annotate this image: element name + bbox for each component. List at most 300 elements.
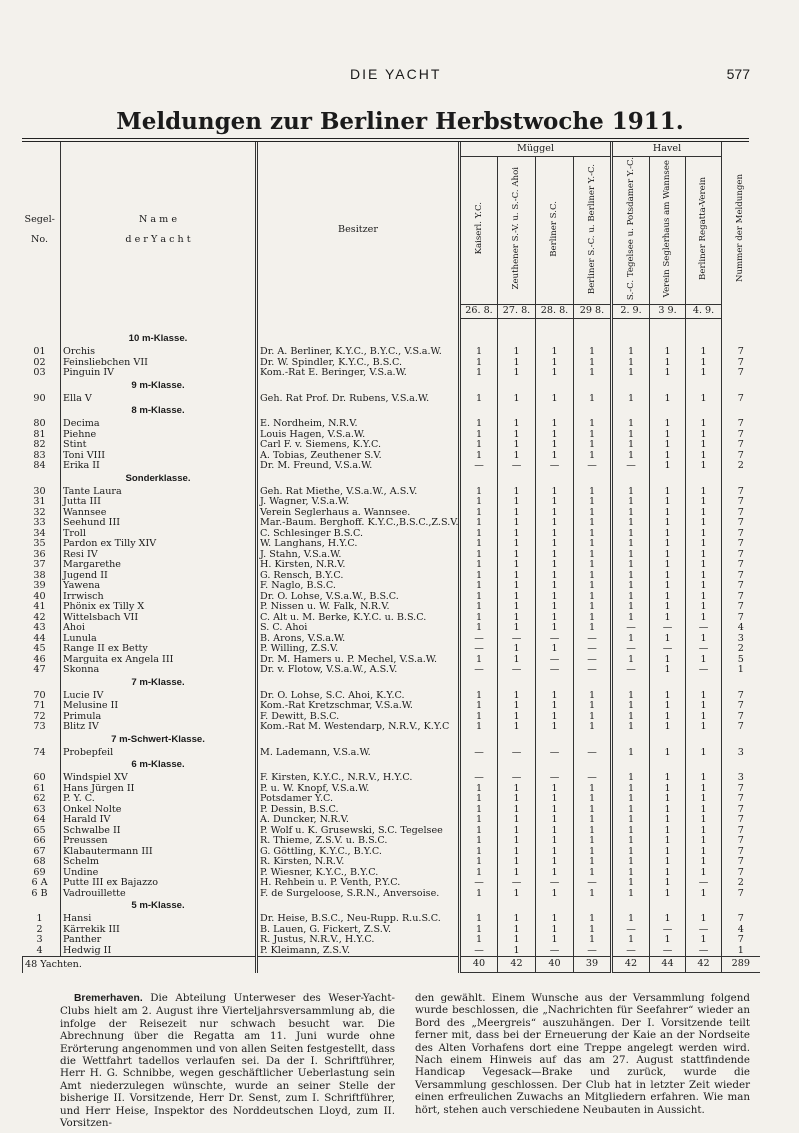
entry-cell: 1 <box>536 368 574 379</box>
entry-cell: 1 <box>536 430 574 441</box>
entry-cell: 1 <box>686 581 722 592</box>
date-header: 27. 8. <box>498 304 536 318</box>
entry-cell: — <box>650 623 686 634</box>
entry-total: 3 <box>722 634 760 645</box>
entry-cell: — <box>460 748 498 759</box>
yacht-name: Jutta III <box>61 497 257 508</box>
entry-cell: 1 <box>536 550 574 561</box>
entry-cell: 1 <box>460 701 498 712</box>
entry-cell: 1 <box>460 935 498 946</box>
entry-cell: 1 <box>612 602 650 613</box>
entry-cell: — <box>536 634 574 645</box>
entry-cell: 1 <box>612 773 650 784</box>
entry-cell: 1 <box>536 347 574 358</box>
owner: P. Kleimann, Z.S.V. <box>257 946 460 957</box>
entry-cell: 1 <box>686 347 722 358</box>
entry-cell: 1 <box>460 655 498 666</box>
yacht-name: Vadrouillette <box>61 889 257 900</box>
table-row <box>23 508 760 519</box>
table-row <box>23 878 760 889</box>
entry-cell: 1 <box>498 613 536 624</box>
entry-cell: 1 <box>536 815 574 826</box>
entry-cell: 1 <box>498 701 536 712</box>
owner: Dr. W. Spindler, K.Y.C., B.S.C. <box>257 358 460 369</box>
entry-cell: 1 <box>686 368 722 379</box>
entry-cell: 1 <box>498 925 536 936</box>
entry-cell: 1 <box>574 571 612 582</box>
entry-cell: 1 <box>574 868 612 879</box>
entry-cell: 1 <box>460 847 498 858</box>
entry-cell: 1 <box>536 836 574 847</box>
club-header <box>612 157 650 305</box>
table-row <box>23 461 760 472</box>
entry-cell: 1 <box>612 394 650 405</box>
owner: G. Göttling, K.Y.C., B.Y.C. <box>257 847 460 858</box>
entry-cell: 1 <box>498 946 536 957</box>
entry-cell: 1 <box>650 691 686 702</box>
table-row <box>23 518 760 529</box>
yacht-name: Troll <box>61 529 257 540</box>
yacht-name: Stint <box>61 440 257 451</box>
owner: E. Nordheim, N.R.V. <box>257 419 460 430</box>
running-title: DIE YACHT <box>350 66 442 82</box>
entry-total: 7 <box>722 581 760 592</box>
yacht-name: Wittelsbach VII <box>61 613 257 624</box>
entry-cell: — <box>574 644 612 655</box>
entry-total: 7 <box>722 430 760 441</box>
entry-cell: 1 <box>574 847 612 858</box>
entry-cell: 1 <box>650 784 686 795</box>
entry-total: 7 <box>722 487 760 498</box>
entry-cell: 1 <box>498 368 536 379</box>
table-row <box>23 592 760 603</box>
class-title: Sonderklasse. <box>61 472 257 487</box>
owner: Geh. Rat Miethe, V.S.a.W., A.S.V. <box>257 487 460 498</box>
entry-cell: 1 <box>498 623 536 634</box>
entry-cell: 1 <box>686 550 722 561</box>
entry-cell: 1 <box>686 497 722 508</box>
club-header <box>460 157 498 305</box>
entry-cell: 1 <box>686 712 722 723</box>
yacht-name: Margarethe <box>61 560 257 571</box>
entry-cell: 1 <box>650 394 686 405</box>
entry-cell: 1 <box>612 836 650 847</box>
entry-total: 3 <box>722 748 760 759</box>
sail-number: 63 <box>33 804 46 815</box>
entry-cell: 1 <box>460 487 498 498</box>
table-row <box>23 665 760 676</box>
entry-cell: 1 <box>460 914 498 925</box>
entry-cell: 1 <box>574 815 612 826</box>
entry-cell: — <box>574 634 612 645</box>
owner: Louis Hagen, V.S.a.W. <box>257 430 460 441</box>
entry-cell: 1 <box>536 508 574 519</box>
table-row <box>23 539 760 550</box>
entry-cell: 1 <box>574 508 612 519</box>
entry-cell: 1 <box>650 560 686 571</box>
yacht-name: Melusine II <box>61 701 257 712</box>
entry-cell: 1 <box>686 451 722 462</box>
table-row <box>23 773 760 784</box>
entry-cell: 1 <box>686 613 722 624</box>
entry-cell: 1 <box>686 784 722 795</box>
entry-total: 7 <box>722 518 760 529</box>
entry-cell: 1 <box>650 773 686 784</box>
entry-cell: 1 <box>460 794 498 805</box>
owner: P. Wolf u. K. Grusewski, S.C. Tegelsee <box>257 826 460 837</box>
entry-cell: 1 <box>574 925 612 936</box>
sail-number: 60 <box>33 773 46 784</box>
entry-cell: 1 <box>686 805 722 816</box>
yacht-name: Probepfeil <box>61 748 257 759</box>
entry-cell: 1 <box>536 644 574 655</box>
entry-cell: 1 <box>650 571 686 582</box>
yacht-name: Windspiel XV <box>61 773 257 784</box>
sail-number: 6 A <box>31 878 48 889</box>
yacht-name: Preussen <box>61 836 257 847</box>
sail-number: 65 <box>33 825 46 836</box>
entry-cell: 1 <box>574 440 612 451</box>
total-value: 289 <box>722 957 760 973</box>
entry-cell: 1 <box>612 794 650 805</box>
sail-number: 40 <box>33 591 46 602</box>
entry-cell: 1 <box>650 347 686 358</box>
yacht-name: Ahoi <box>61 623 257 634</box>
yacht-name: Piehne <box>61 430 257 441</box>
club-label: Zeuthener S.-V. u. S.-C. Ahoi <box>511 167 521 290</box>
entry-cell: 1 <box>686 722 722 733</box>
entry-cell: — <box>574 748 612 759</box>
entry-cell: 1 <box>650 613 686 624</box>
entry-cell: 1 <box>460 925 498 936</box>
table-row <box>23 701 760 712</box>
table-row <box>23 634 760 645</box>
sail-number: 43 <box>33 623 46 634</box>
page-header <box>60 66 760 86</box>
owner: A. Duncker, N.R.V. <box>257 815 460 826</box>
entry-cell: 1 <box>536 419 574 430</box>
entry-cell: 1 <box>574 784 612 795</box>
entry-cell: 1 <box>650 889 686 900</box>
entry-cell: 1 <box>460 497 498 508</box>
col-no-label: No. <box>30 234 49 246</box>
sail-number: 62 <box>33 794 46 805</box>
entry-cell: 1 <box>686 691 722 702</box>
table-row <box>23 946 760 957</box>
entry-cell: 1 <box>574 722 612 733</box>
entry-total: 7 <box>722 815 760 826</box>
entry-cell: 1 <box>612 518 650 529</box>
entry-cell: 1 <box>574 826 612 837</box>
yacht-name: Hans Jürgen II <box>61 784 257 795</box>
table-row <box>23 857 760 868</box>
yacht-name: Klabautermann III <box>61 847 257 858</box>
entry-cell: 1 <box>498 712 536 723</box>
table-row <box>23 748 760 759</box>
sail-number: 2 <box>36 924 43 935</box>
entry-cell: 1 <box>686 773 722 784</box>
entry-cell: 1 <box>460 550 498 561</box>
entry-cell: 1 <box>650 581 686 592</box>
sail-number: 33 <box>33 518 46 529</box>
owner: Dr. O. Lohse, S.C. Ahoi, K.Y.C. <box>257 691 460 702</box>
registrations-table <box>22 142 760 973</box>
entry-cell: 1 <box>498 722 536 733</box>
entry-cell: 1 <box>536 722 574 733</box>
owner: C. Alt u. M. Berke, K.Y.C. u. B.S.C. <box>257 613 460 624</box>
article-column-right <box>415 992 750 1116</box>
entry-total: 7 <box>722 914 760 925</box>
owner: G. Rensch, B.Y.C. <box>257 571 460 582</box>
entry-cell: — <box>536 946 574 957</box>
entry-cell: 1 <box>574 857 612 868</box>
yacht-name: Lunula <box>61 634 257 645</box>
table-row <box>23 826 760 837</box>
entry-cell: 1 <box>612 914 650 925</box>
entry-cell: — <box>574 461 612 472</box>
table-row <box>23 358 760 369</box>
entry-cell: — <box>686 946 722 957</box>
entry-cell: 1 <box>650 815 686 826</box>
entry-cell: 1 <box>460 613 498 624</box>
table-row <box>23 805 760 816</box>
sail-number: 66 <box>33 836 46 847</box>
totals-row <box>23 957 760 973</box>
entry-cell: — <box>686 925 722 936</box>
total-value: 44 <box>650 957 686 973</box>
entry-cell: — <box>612 665 650 676</box>
entry-cell: 1 <box>460 784 498 795</box>
owner: F. de Surgeloose, S.R.N., Anversoise. <box>257 889 460 900</box>
entry-cell: 1 <box>536 794 574 805</box>
entry-cell: 1 <box>574 347 612 358</box>
entry-cell: — <box>460 773 498 784</box>
entry-cell: 1 <box>460 394 498 405</box>
entry-cell: 1 <box>536 889 574 900</box>
yacht-name: Orchis <box>61 347 257 358</box>
entry-total: 1 <box>722 665 760 676</box>
date-header: 28. 8. <box>536 304 574 318</box>
entry-cell: 1 <box>650 497 686 508</box>
owner: P. Nissen u. W. Falk, N.R.V. <box>257 602 460 613</box>
club-header <box>686 157 722 305</box>
sail-number: 82 <box>33 440 46 451</box>
yacht-name: Hansi <box>61 914 257 925</box>
yacht-name: Pinguin IV <box>61 368 257 379</box>
entry-cell: 1 <box>536 581 574 592</box>
date-header: 2. 9. <box>612 304 650 318</box>
entry-cell: 1 <box>498 857 536 868</box>
entry-total: 7 <box>722 451 760 462</box>
entry-cell: — <box>460 644 498 655</box>
entry-cell: 1 <box>460 868 498 879</box>
yacht-name: Phönix ex Tilly X <box>61 602 257 613</box>
entry-cell: 1 <box>574 529 612 540</box>
club-label: Kaiserl. Y.C. <box>473 202 484 255</box>
date-header: 26. 8. <box>460 304 498 318</box>
sail-number: 35 <box>33 539 46 550</box>
entry-cell: 1 <box>612 655 650 666</box>
entry-cell: 1 <box>536 784 574 795</box>
entry-total: 7 <box>722 889 760 900</box>
entry-cell: 1 <box>460 815 498 826</box>
entry-total: 7 <box>722 440 760 451</box>
entry-cell: 1 <box>536 394 574 405</box>
entry-cell: 1 <box>650 508 686 519</box>
owner: R. Kirsten, N.R.V. <box>257 857 460 868</box>
yacht-name: Onkel Nolte <box>61 805 257 816</box>
date-header: 3 9. <box>650 304 686 318</box>
entry-cell: 1 <box>460 889 498 900</box>
entry-cell: 1 <box>612 868 650 879</box>
sail-number: 73 <box>33 722 46 733</box>
col-owner-header: Besitzer <box>257 142 460 318</box>
entry-cell: 1 <box>612 935 650 946</box>
yacht-name: Erika II <box>61 461 257 472</box>
table-row <box>23 868 760 879</box>
owner: F. Naglo, B.S.C. <box>257 581 460 592</box>
entry-cell: 1 <box>612 722 650 733</box>
entry-cell: 1 <box>612 347 650 358</box>
totals-label: 48 Yachten. <box>23 957 257 973</box>
entry-cell: — <box>686 644 722 655</box>
total-value: 40 <box>536 957 574 973</box>
col-total-label: Nummer der Meldungen <box>735 174 746 283</box>
table-row <box>23 784 760 795</box>
yacht-name: Harald IV <box>61 815 257 826</box>
entry-cell: 1 <box>498 602 536 613</box>
table-row <box>23 419 760 430</box>
owner: B. Arons, V.S.a.W. <box>257 634 460 645</box>
class-heading-row <box>23 332 760 347</box>
entry-total: 7 <box>722 497 760 508</box>
entry-cell: — <box>686 878 722 889</box>
entry-cell: 1 <box>686 560 722 571</box>
col-name-label: N a m e <box>138 213 178 225</box>
class-heading-row <box>23 676 760 691</box>
entry-cell: 1 <box>574 602 612 613</box>
col-segel-label: Segel- <box>24 213 55 225</box>
total-value: 42 <box>686 957 722 973</box>
owner: Dr. v. Flotow, V.S.a.W., A.S.V. <box>257 665 460 676</box>
entry-cell: 1 <box>460 368 498 379</box>
entry-cell: 1 <box>536 497 574 508</box>
entry-total: 4 <box>722 925 760 936</box>
table-row <box>23 529 760 540</box>
entry-cell: 1 <box>498 868 536 879</box>
entry-cell: 1 <box>612 368 650 379</box>
entry-cell: 1 <box>498 644 536 655</box>
entry-cell: — <box>536 655 574 666</box>
class-heading-row <box>23 379 760 394</box>
group-muggel-header: Müggel <box>460 142 612 157</box>
entry-cell: 1 <box>686 914 722 925</box>
entry-cell: 1 <box>498 539 536 550</box>
entry-cell: — <box>460 634 498 645</box>
entry-cell: 1 <box>612 581 650 592</box>
entry-cell: 1 <box>650 529 686 540</box>
class-title: 5 m-Klasse. <box>61 899 257 914</box>
sail-number: 6 B <box>31 888 48 899</box>
entry-cell: 1 <box>650 805 686 816</box>
col-total-header <box>722 142 760 318</box>
owner: Verein Seglerhaus a. Wannsee. <box>257 508 460 519</box>
entry-cell: 1 <box>574 497 612 508</box>
entry-cell: — <box>650 925 686 936</box>
entry-cell: 1 <box>650 748 686 759</box>
entry-cell: 1 <box>498 815 536 826</box>
club-header <box>650 157 686 305</box>
entry-cell: 1 <box>536 539 574 550</box>
entry-cell: 1 <box>650 440 686 451</box>
entry-total: 7 <box>722 826 760 837</box>
entry-cell: 1 <box>686 847 722 858</box>
entry-cell: 1 <box>460 508 498 519</box>
entry-cell: 1 <box>536 592 574 603</box>
entry-total: 3 <box>722 773 760 784</box>
sail-number: 1 <box>36 914 43 925</box>
entry-cell: 1 <box>574 419 612 430</box>
entry-cell: 1 <box>460 440 498 451</box>
entry-cell: — <box>574 878 612 889</box>
entry-cell: 1 <box>498 430 536 441</box>
entry-cell: 1 <box>498 836 536 847</box>
entry-cell: 1 <box>612 592 650 603</box>
table-row <box>23 655 760 666</box>
sail-number: 41 <box>33 602 46 613</box>
owner: M. Lademann, V.S.a.W. <box>257 748 460 759</box>
entry-cell: — <box>686 623 722 634</box>
yacht-name: Primula <box>61 712 257 723</box>
entry-cell: 1 <box>686 592 722 603</box>
entry-cell: — <box>650 946 686 957</box>
entry-cell: 1 <box>686 358 722 369</box>
article-column-left <box>60 992 395 1129</box>
entry-cell: 1 <box>460 358 498 369</box>
entry-cell: 1 <box>612 691 650 702</box>
entry-cell: 1 <box>686 571 722 582</box>
sail-number: 32 <box>33 507 46 518</box>
entry-cell: 1 <box>574 935 612 946</box>
entry-cell: — <box>498 665 536 676</box>
class-title: 10 m-Klasse. <box>61 332 257 347</box>
sail-number: 80 <box>33 419 46 430</box>
entry-cell: 1 <box>498 419 536 430</box>
owner: P. Dessin, B.S.C. <box>257 805 460 816</box>
entry-cell: 1 <box>650 701 686 712</box>
entry-cell: 1 <box>574 487 612 498</box>
owner: A. Tobias, Zeuthener S.V. <box>257 451 460 462</box>
entry-cell: 1 <box>536 914 574 925</box>
entry-cell: 1 <box>574 368 612 379</box>
entry-cell: 1 <box>686 868 722 879</box>
entry-cell: 1 <box>612 826 650 837</box>
owner: R. Justus, N.R.V., H.Y.C. <box>257 935 460 946</box>
table-row <box>23 722 760 733</box>
entry-cell: 1 <box>498 592 536 603</box>
entry-cell: 1 <box>536 935 574 946</box>
class-title: 8 m-Klasse. <box>61 404 257 419</box>
sail-number: 83 <box>33 450 46 461</box>
sail-number: 34 <box>33 528 46 539</box>
entry-cell: 1 <box>650 430 686 441</box>
entry-cell: 1 <box>686 430 722 441</box>
class-heading-row <box>23 899 760 914</box>
entry-cell: 1 <box>574 394 612 405</box>
entry-total: 7 <box>722 722 760 733</box>
entry-total: 1 <box>722 946 760 957</box>
owner: P. Wiesner, K.Y.C., B.Y.C. <box>257 868 460 879</box>
